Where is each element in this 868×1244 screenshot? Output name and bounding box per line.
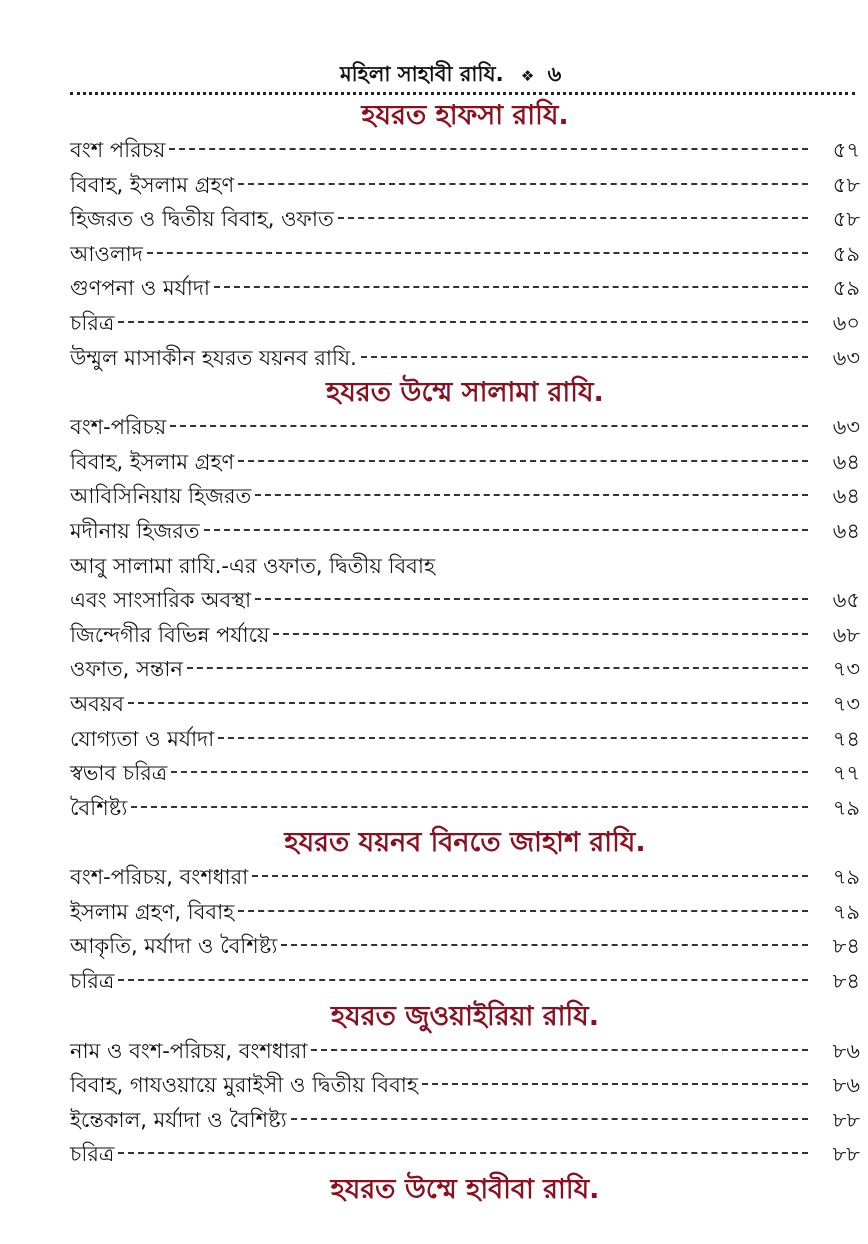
running-header — [340, 58, 561, 93]
dot-leader — [252, 875, 808, 877]
dot-leader — [187, 667, 808, 669]
entry-title: বংশ-পরিচয় — [70, 415, 167, 440]
entry-title: বংশ-পরিচয়, বংশধারা — [70, 865, 249, 890]
toc-entry[interactable] — [70, 271, 860, 306]
section-heading: হযরত জুওয়াইরিয়া রাযি. — [331, 1000, 599, 1032]
toc-entry[interactable] — [70, 549, 860, 584]
entry-page-number: ৬৪ — [832, 484, 860, 509]
toc-entry[interactable] — [70, 895, 860, 930]
toc-entry[interactable] — [70, 1068, 860, 1103]
entry-title: মদীনায় হিজরত — [70, 518, 200, 543]
entry-title: চরিত্র — [70, 969, 115, 994]
toc-entry[interactable] — [70, 618, 860, 653]
entry-page-number: ৬৮ — [832, 622, 860, 647]
entry-page-number: ৭৩ — [832, 691, 860, 716]
entry-title: চরিত্র — [70, 1142, 115, 1167]
entry-page-number: ৬৫ — [832, 588, 860, 613]
dot-leader — [255, 598, 808, 600]
entry-page-number: ৭৭ — [832, 761, 860, 786]
dot-leader — [238, 460, 808, 462]
toc-entry[interactable] — [70, 722, 860, 757]
section-heading: হযরত হাফসা রাযি. — [361, 100, 569, 131]
entry-page-number: ৫৯ — [832, 241, 860, 266]
entry-title: বংশ পরিচয় — [70, 138, 166, 162]
toc-entry[interactable] — [70, 687, 860, 722]
section-heading: হযরত উম্মে হাবীবা রাযি. — [330, 1174, 600, 1206]
toc-entry[interactable] — [70, 341, 860, 376]
dot-leader — [128, 702, 808, 704]
toc-entry[interactable] — [70, 306, 860, 341]
section-heading: হযরত যয়নব বিনতে জাহাশ রাযি. — [284, 827, 646, 859]
toc-entry[interactable] — [70, 410, 860, 445]
toc-entry[interactable] — [70, 202, 860, 237]
entry-title: যোগ্যতা ও মর্যাদা — [70, 726, 215, 751]
entry-title: অবয়ব — [70, 691, 124, 716]
entry-title: বৈশিষ্ট্য — [70, 795, 128, 820]
entry-page-number: ৮৬ — [832, 1073, 860, 1098]
toc-entry[interactable] — [70, 583, 860, 618]
dot-leader — [238, 910, 808, 912]
dot-leader — [273, 633, 808, 635]
entry-title: আবিসিনিয়ায় হিজরত — [70, 484, 252, 509]
table-of-contents — [70, 98, 860, 1207]
toc-entry[interactable] — [70, 445, 860, 480]
toc-entry[interactable] — [70, 168, 860, 203]
entry-page-number: ৬৪ — [832, 518, 860, 543]
entry-page-number: ৫৮ — [832, 207, 860, 232]
entry-title: চরিত্র — [70, 310, 115, 335]
entry-title: বিবাহ, ইসলাম গ্রহণ — [70, 449, 235, 474]
entry-title: এবং সাংসারিক অবস্থা — [70, 588, 252, 613]
entry-page-number: ৭৩ — [832, 657, 860, 682]
entry-title: আকৃতি, মর্যাদা ও বৈশিষ্ট্য — [70, 934, 278, 959]
dot-leader — [169, 148, 808, 150]
entry-title: জিন্দেগীর বিভিন্ন পর্যায়ে — [70, 622, 270, 647]
toc-entry[interactable] — [70, 791, 860, 826]
dot-leader — [281, 944, 808, 946]
entry-page-number: ৬৩ — [832, 415, 860, 440]
dot-leader — [118, 979, 808, 981]
entry-title: হিজরত ও দ্বিতীয় বিবাহ, ওফাত — [70, 207, 334, 232]
toc-entry[interactable] — [70, 929, 860, 964]
page-number: ৬ — [547, 62, 562, 86]
entry-title: গুণপনা ও মর্যাদা — [70, 276, 210, 301]
toc-entry[interactable] — [70, 1103, 860, 1138]
dot-leader — [361, 356, 808, 358]
dot-leader — [291, 1118, 808, 1120]
toc-entry[interactable] — [70, 1137, 860, 1172]
section-heading: হযরত উম্মে সালামা রাযি. — [326, 377, 604, 409]
dot-leader — [170, 425, 808, 427]
entry-title: ইসলাম গ্রহণ, বিবাহ — [70, 899, 235, 924]
entry-page-number: ৭৯ — [832, 899, 860, 924]
dot-leader — [311, 1049, 808, 1051]
dot-leader — [338, 217, 808, 219]
entry-page-number: ৮৪ — [832, 969, 860, 994]
entry-title: বিবাহ, ইসলাম গ্রহণ — [70, 172, 235, 197]
entry-title: ওফাত, সন্তান — [70, 657, 183, 682]
separator-ornament-icon: ❖ — [520, 67, 535, 85]
entry-page-number: ৫৮ — [832, 172, 860, 197]
dot-leader — [147, 252, 808, 254]
toc-entry[interactable] — [70, 237, 860, 272]
toc-entry[interactable] — [70, 964, 860, 999]
toc-entry[interactable] — [70, 514, 860, 549]
dot-leader — [204, 529, 808, 531]
dotted-divider — [70, 92, 855, 95]
entry-page-number: ৮৮ — [832, 1142, 860, 1167]
dot-leader — [214, 286, 808, 288]
toc-entry[interactable] — [70, 652, 860, 687]
entry-page-number: ৮৬ — [832, 1038, 860, 1063]
dot-leader — [171, 771, 808, 773]
entry-page-number: ৭৯ — [832, 865, 860, 890]
entry-page-number: ৬৪ — [832, 449, 860, 474]
dot-leader — [422, 1083, 808, 1085]
entry-page-number: ৮৮ — [832, 1107, 860, 1132]
entry-title: স্বভাব চরিত্র — [70, 761, 168, 786]
toc-entry[interactable] — [70, 479, 860, 514]
entry-title: বিবাহ, গাযওয়ায়ে মুরাইসী ও দ্বিতীয় বিবাহ — [70, 1073, 418, 1098]
dot-leader — [131, 806, 808, 808]
entry-title: আওলাদ — [70, 241, 143, 266]
entry-page-number: ৬৩ — [832, 345, 860, 370]
toc-entry[interactable] — [70, 756, 860, 791]
entry-title: আবু সালামা রাযি.-এর ওফাত, দ্বিতীয় বিবাহ — [70, 553, 435, 578]
toc-entry[interactable] — [70, 860, 860, 895]
running-title: মহিলা সাহাবী রাযি. — [340, 62, 504, 86]
entry-title: উম্মুল মাসাকীন হযরত যয়নব রাযি. — [70, 345, 357, 370]
entry-page-number: ৫৯ — [832, 276, 860, 301]
dot-leader — [118, 321, 808, 323]
toc-entry[interactable] — [70, 133, 860, 168]
toc-entry[interactable] — [70, 1034, 860, 1069]
entry-page-number: ৭৯ — [832, 795, 860, 820]
entry-page-number: ৫৭ — [832, 138, 860, 162]
entry-page-number: ৬০ — [832, 310, 860, 335]
entry-page-number: ৭৪ — [832, 726, 860, 751]
dot-leader — [238, 183, 808, 185]
dot-leader — [118, 1152, 808, 1154]
entry-title: নাম ও বংশ-পরিচয়, বংশধারা — [70, 1038, 308, 1063]
entry-page-number: ৮৪ — [832, 934, 860, 959]
dot-leader — [255, 494, 808, 496]
dot-leader — [218, 737, 808, 739]
entry-title: ইন্তেকাল, মর্যাদা ও বৈশিষ্ট্য — [70, 1107, 287, 1132]
